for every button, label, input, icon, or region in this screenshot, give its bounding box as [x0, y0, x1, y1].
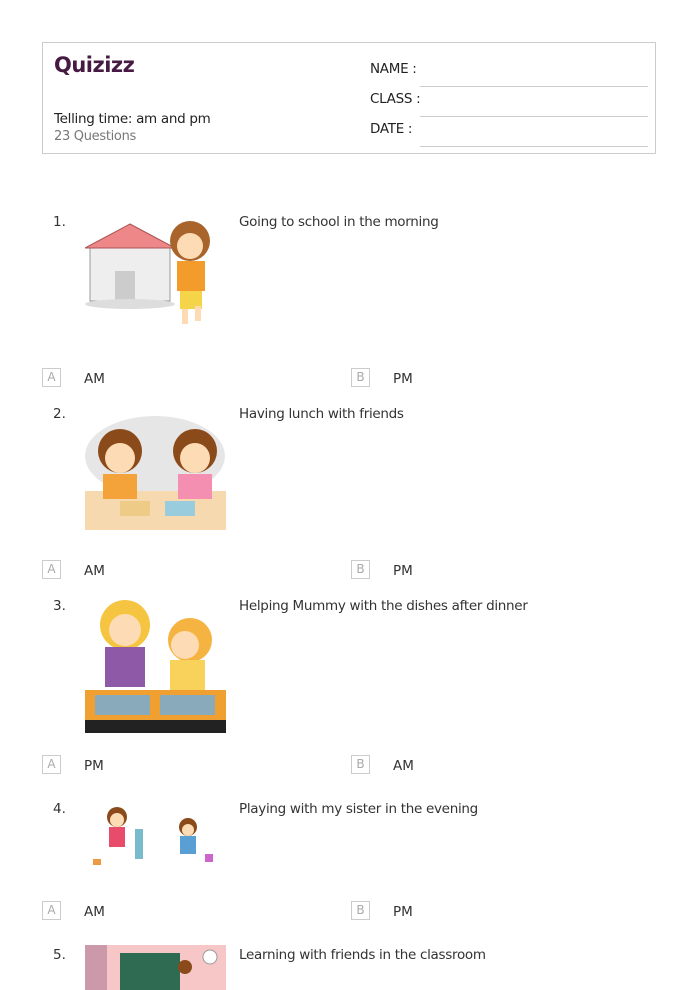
school-illustration — [85, 216, 226, 336]
question-number: 5. — [53, 947, 66, 963]
classroom-illustration — [85, 945, 226, 990]
lunch-illustration — [85, 416, 226, 530]
question-text: Playing with my sister in the evening — [239, 801, 478, 817]
dishes-illustration — [85, 595, 226, 733]
question-text: Helping Mummy with the dishes after dinner — [239, 598, 528, 614]
question-number: 2. — [53, 406, 66, 422]
date-field[interactable]: DATE : — [370, 121, 648, 141]
quizizz-logo: Quizizz — [54, 53, 135, 77]
question-number: 4. — [53, 801, 66, 817]
playing-illustration — [85, 799, 226, 871]
worksheet-page: Quizizz Telling time: am and pm 23 Questions NAME : CLASS : DATE : 1. Going to school in the morning A AM B PM 2. Having lunch with friends A AM B PM 3. Helping Mummy with the dishes after dinner A PM B AM 4. Playing with my sister in the evening A AM B PM 5. Learning with friends in the classroom — [0, 0, 700, 990]
question-number: 3. — [53, 598, 66, 614]
question-text: Learning with friends in the classroom — [239, 947, 486, 963]
question-text: Going to school in the morning — [239, 214, 439, 230]
question-text: Having lunch with friends — [239, 406, 404, 422]
class-field[interactable]: CLASS : — [370, 91, 648, 111]
question-count: 23 Questions — [54, 129, 136, 144]
worksheet-title: Telling time: am and pm — [54, 111, 211, 127]
name-field[interactable]: NAME : — [370, 61, 648, 81]
worksheet-header — [42, 42, 656, 154]
question-number: 1. — [53, 214, 66, 230]
